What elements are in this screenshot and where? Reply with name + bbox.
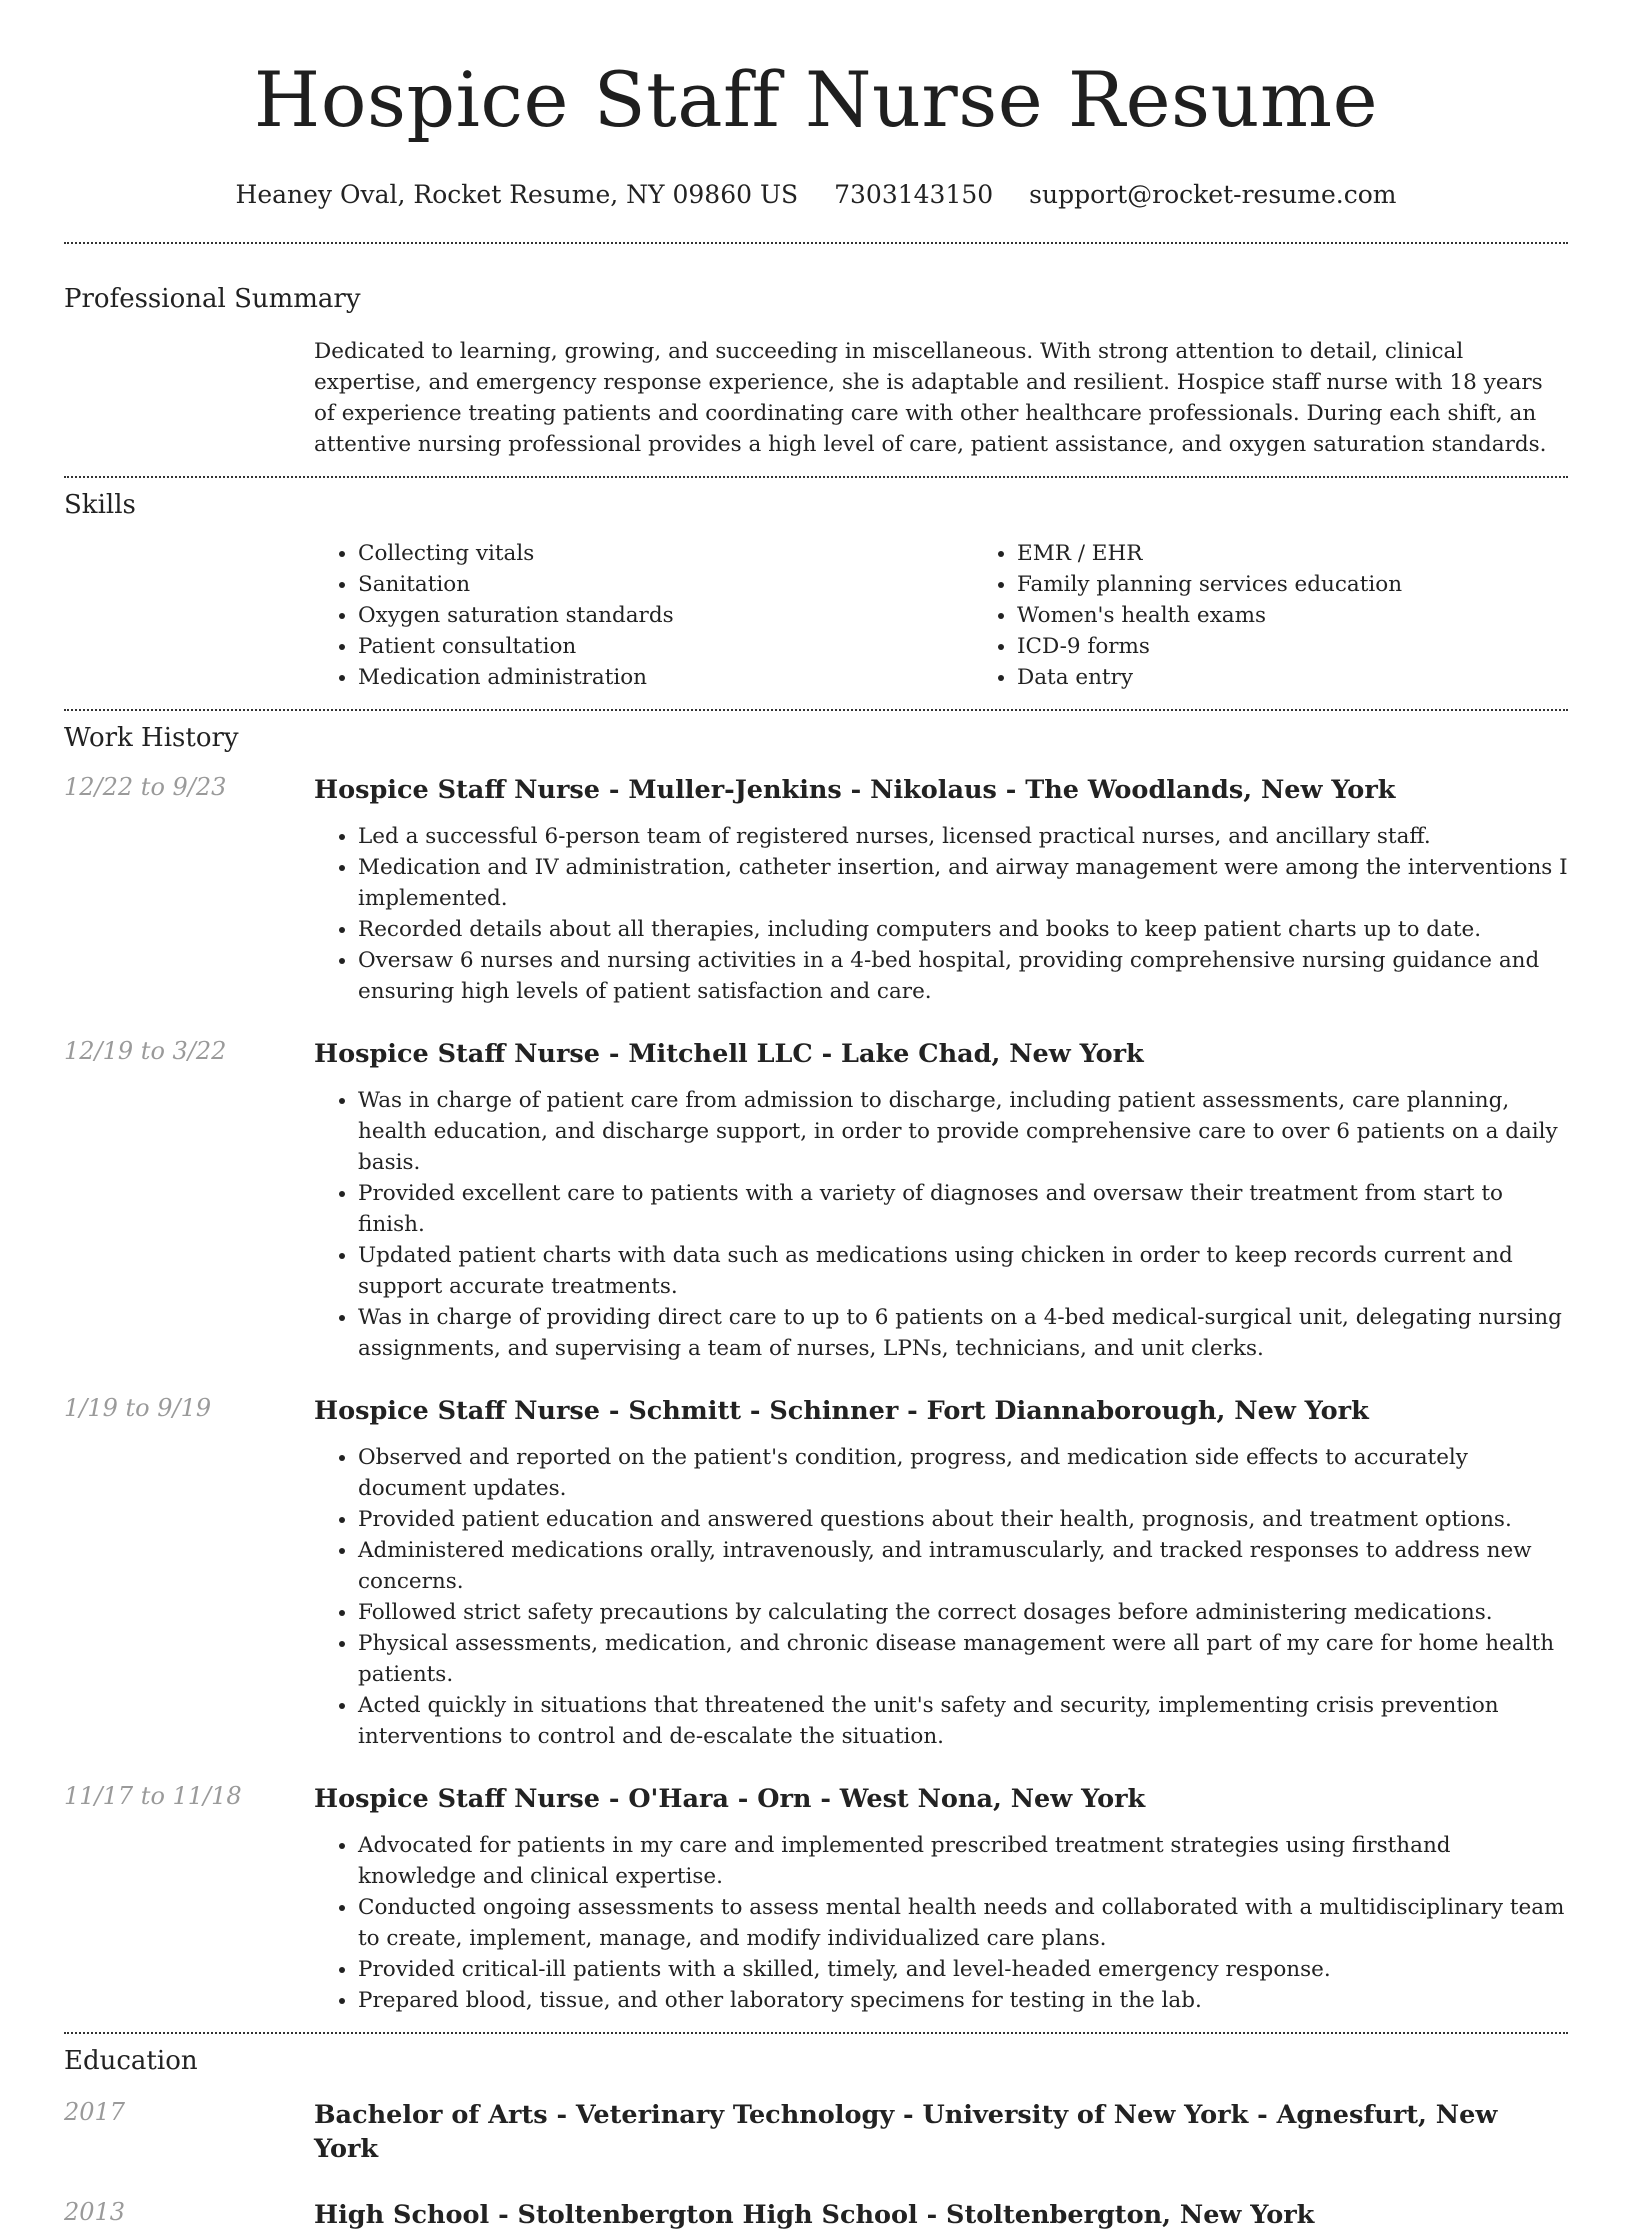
job-bullet: • Followed strict safety precautions by calculating the correct dosages before administering medications. [358, 1597, 1568, 1628]
job-dates: 12/19 to 3/22 [64, 1037, 227, 1065]
job-bullets [314, 1085, 1568, 1364]
job-entry [64, 773, 1568, 1007]
job-title: Hospice Staff Nurse - Schmitt - Schinner - Fort Diannaborough, New York [314, 1396, 1369, 1426]
job-title: Hospice Staff Nurse - Muller-Jenkins - Nikolaus - The Woodlands, New York [314, 775, 1396, 805]
education-heading: Education [64, 2046, 198, 2076]
job-bullet: • Observed and reported on the patient's condition, progress, and medication side effects to accurately document updates. [358, 1442, 1568, 1504]
skills-section [64, 490, 1568, 693]
skill-item: • Data entry [1017, 662, 1632, 693]
skills-list-left [314, 538, 973, 693]
job-bullet: • Medication and IV administration, catheter insertion, and airway management were among the interventions I implemented. [358, 852, 1568, 914]
job-bullet: • Recorded details about all therapies, including computers and books to keep patient charts up to date. [358, 914, 1568, 945]
skill-item: • Collecting vitals [358, 538, 973, 569]
job-entry [64, 1782, 1568, 2016]
job-dates: 11/17 to 11/18 [64, 1782, 242, 1810]
work-history-heading: Work History [64, 723, 239, 753]
section-divider [64, 709, 1568, 711]
section-divider [64, 476, 1568, 478]
job-bullets [314, 1442, 1568, 1752]
skill-item: • Sanitation [358, 569, 973, 600]
job-bullet: • Updated patient charts with data such as medications using chicken in order to keep records current and support accurate treatments. [358, 1240, 1568, 1302]
contact-line [64, 178, 1568, 212]
job-title: Hospice Staff Nurse - O'Hara - Orn - West Nona, New York [314, 1784, 1146, 1814]
summary-section [64, 284, 1568, 460]
contact-email: support@rocket-resume.com [1029, 180, 1397, 209]
job-bullets [314, 1830, 1568, 2016]
job-bullet: • Oversaw 6 nurses and nursing activities in a 4-bed hospital, providing comprehensive nursing guidance and ensuring high levels of patient satisfaction and care. [358, 945, 1568, 1007]
job-bullet: • Advocated for patients in my care and implemented prescribed treatment strategies using firsthand knowledge and clinical expertise. [358, 1830, 1568, 1892]
education-entry [64, 2098, 1568, 2166]
skill-item: • Oxygen saturation standards [358, 600, 973, 631]
education-title: Bachelor of Arts - Veterinary Technology - University of New York - Agnesfurt, New York [314, 2100, 1498, 2164]
section-divider [64, 2032, 1568, 2034]
job-bullet: • Was in charge of providing direct care to up to 6 patients on a 4-bed medical-surgical unit, delegating nursing assignments, and supervising a team of nurses, LPNs, technicians, and unit clerks. [358, 1302, 1568, 1364]
job-bullet: • Physical assessments, medication, and chronic disease management were all part of my care for home health patients. [358, 1628, 1568, 1690]
job-entry [64, 1037, 1568, 1364]
summary-heading: Professional Summary [64, 284, 361, 314]
job-title: Hospice Staff Nurse - Mitchell LLC - Lake Chad, New York [314, 1039, 1144, 1069]
job-dates: 12/22 to 9/23 [64, 773, 227, 801]
job-bullet: • Was in charge of patient care from admission to discharge, including patient assessments, care planning, health education, and discharge support, in order to provide comprehensive care to over 6 patients on a daily basis. [358, 1085, 1568, 1178]
job-bullet: • Administered medications orally, intravenously, and intramuscularly, and tracked responses to address new concerns. [358, 1535, 1568, 1597]
header-divider [64, 242, 1568, 244]
skills-list-right [973, 538, 1632, 693]
job-bullet: • Provided patient education and answered questions about their health, prognosis, and treatment options. [358, 1504, 1568, 1535]
job-entry [64, 1394, 1568, 1752]
skill-item: • Women's health exams [1017, 600, 1632, 631]
education-section [64, 2046, 1568, 2232]
job-bullet: • Prepared blood, tissue, and other laboratory specimens for testing in the lab. [358, 1985, 1568, 2016]
job-bullet: • Led a successful 6-person team of registered nurses, licensed practical nurses, and ancillary staff. [358, 821, 1568, 852]
skill-item: • Patient consultation [358, 631, 973, 662]
summary-text: Dedicated to learning, growing, and succeeding in miscellaneous. With strong attention to detail, clinical expertise, and emergency response experience, she is adaptable and resilient. Hospice staff nurse with 18 years of experience treating patients and coordinating care with other healthcare professionals. During each shift, an attentive nursing professional provides a high level of care, patient assistance, and oxygen saturation standards. [314, 339, 1547, 457]
skill-item: • EMR / EHR [1017, 538, 1632, 569]
job-bullet: • Provided excellent care to patients with a variety of diagnoses and oversaw their treatment from start to finish. [358, 1178, 1568, 1240]
skills-heading: Skills [64, 490, 136, 520]
work-history-section [64, 723, 1568, 2016]
contact-phone: 7303143150 [834, 180, 994, 209]
education-entry [64, 2198, 1568, 2232]
job-bullet: • Conducted ongoing assessments to assess mental health needs and collaborated with a multidisciplinary team to create, implement, manage, and modify individualized care plans. [358, 1892, 1568, 1954]
education-year: 2013 [64, 2198, 126, 2226]
job-dates: 1/19 to 9/19 [64, 1394, 212, 1422]
job-bullet: • Provided critical-ill patients with a skilled, timely, and level-headed emergency response. [358, 1954, 1568, 1985]
skill-item: • Family planning services education [1017, 569, 1632, 600]
resume-title: Hospice Staff Nurse Resume [253, 55, 1379, 144]
education-title: High School - Stoltenbergton High School - Stoltenbergton, New York [314, 2200, 1315, 2230]
contact-address: Heaney Oval, Rocket Resume, NY 09860 US [235, 180, 799, 209]
education-year: 2017 [64, 2098, 126, 2126]
job-bullet: • Acted quickly in situations that threatened the unit's safety and security, implementing crisis prevention interventions to control and de-escalate the situation. [358, 1690, 1568, 1752]
job-bullets [314, 821, 1568, 1007]
skill-item: • ICD-9 forms [1017, 631, 1632, 662]
skill-item: • Medication administration [358, 662, 973, 693]
